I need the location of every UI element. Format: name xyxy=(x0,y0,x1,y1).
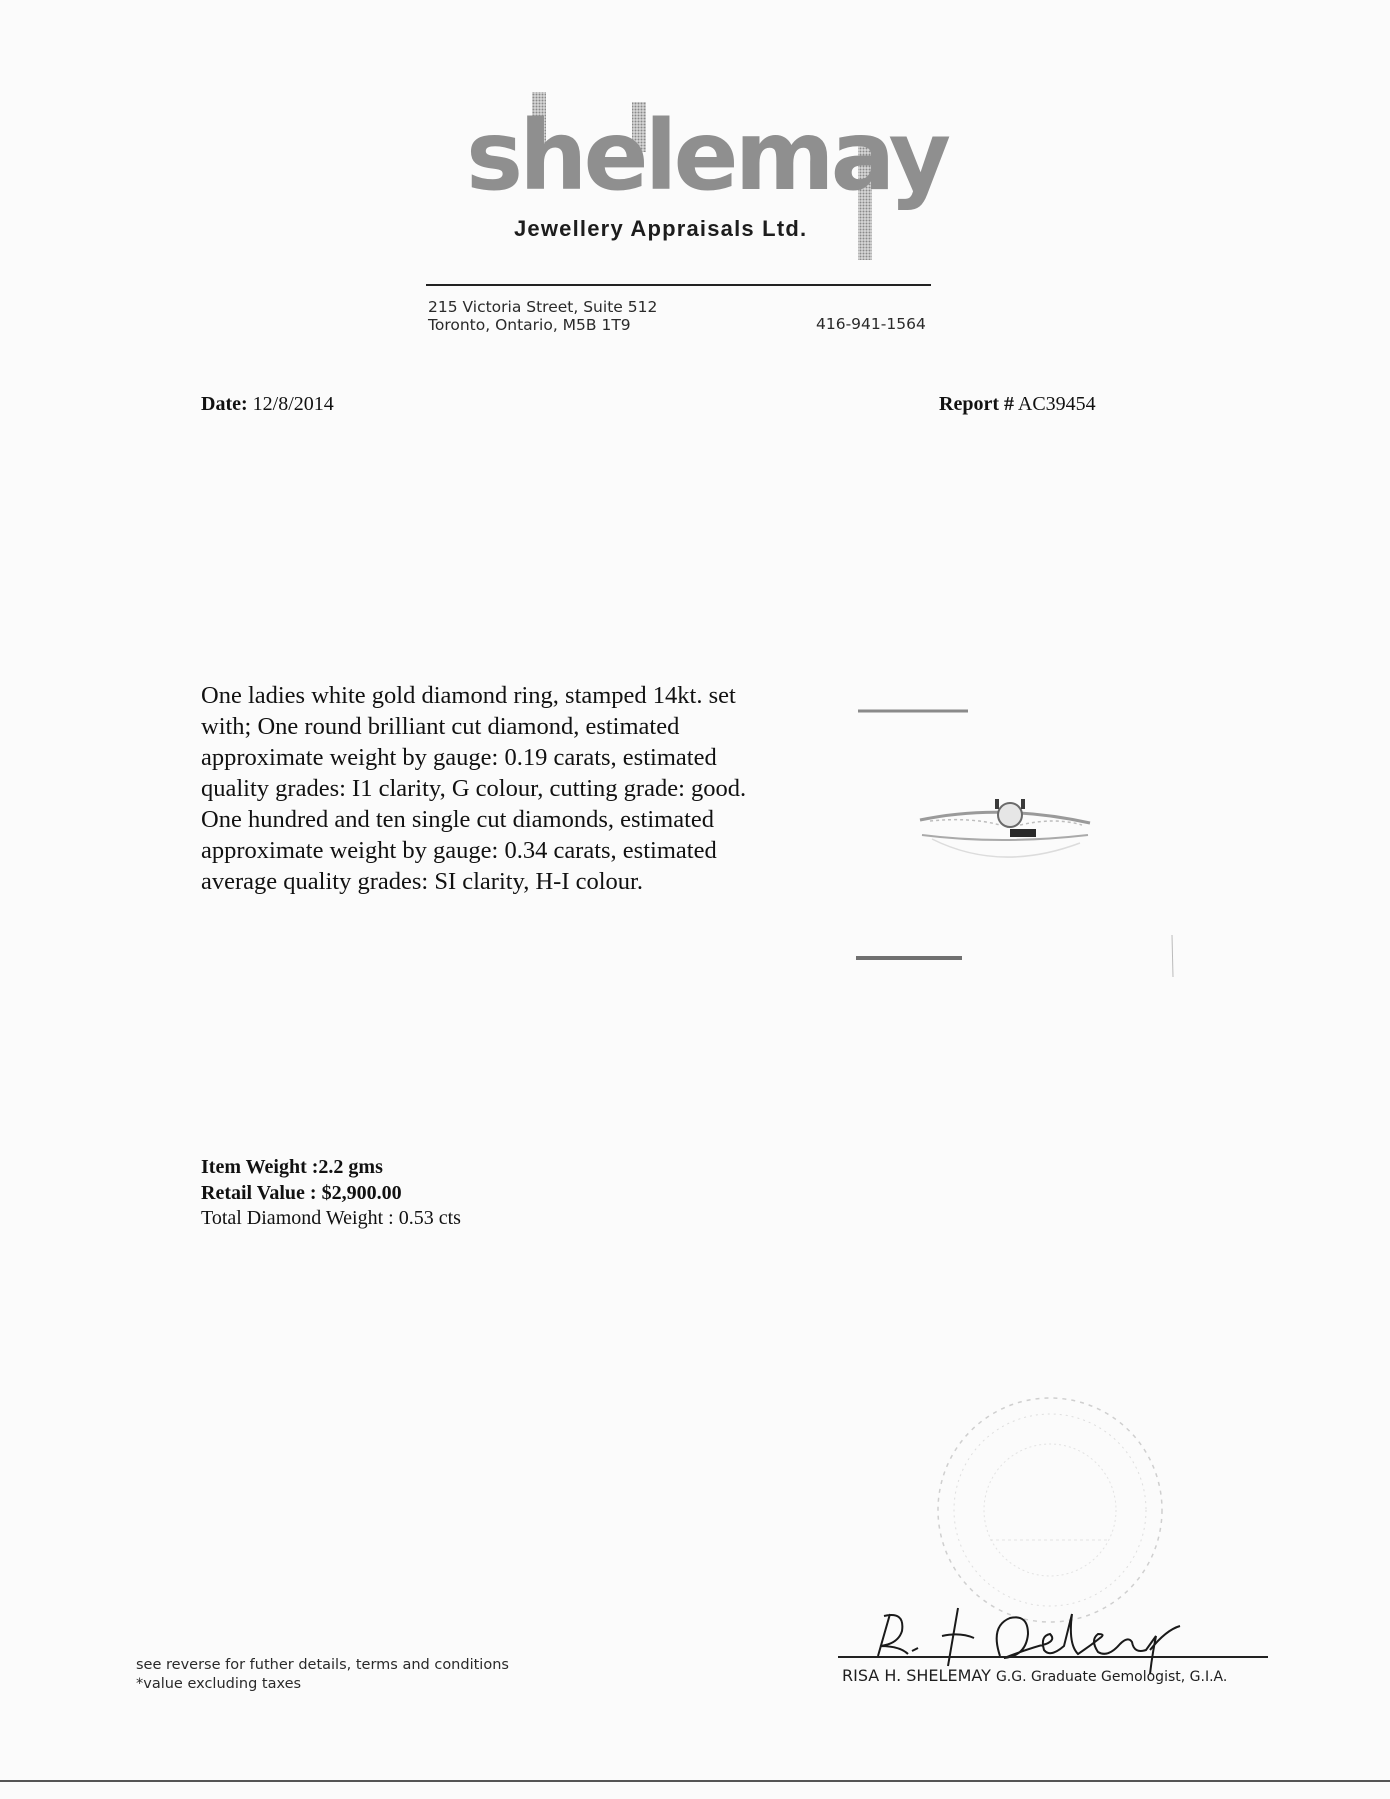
item-description xyxy=(201,680,841,897)
company-subtitle: Jewellery Appraisals Ltd. xyxy=(514,216,808,241)
report-number xyxy=(939,393,1096,416)
description-line: One hundred and ten single cut diamonds, estimated xyxy=(201,806,715,833)
description-line: quality grades: I1 clarity, G colour, cutting grade: good. xyxy=(201,775,747,802)
description-line: approximate weight by gauge: 0.34 carats, estimated xyxy=(201,837,717,864)
description-line: average quality grades: SI clarity, H-I colour. xyxy=(201,868,643,895)
footer-terms-note: see reverse for futher details, terms and conditions xyxy=(136,1657,509,1673)
retail-value-label: Retail Value : xyxy=(201,1181,317,1204)
signatory-name: RISA H. SHELEMAY xyxy=(842,1666,991,1685)
company-phone: 416-941-1564 xyxy=(816,315,926,333)
description-line: approximate weight by gauge: 0.19 carats, estimated xyxy=(201,744,717,771)
description-line: One ladies white gold diamond ring, stamped 14kt. set xyxy=(201,682,736,709)
company-logo-wordmark: shelemay xyxy=(466,100,948,212)
item-weight-value: 2.2 gms xyxy=(318,1156,383,1178)
report-date xyxy=(201,393,334,416)
description-line: with; One round brilliant cut diamond, estimated xyxy=(201,713,680,740)
header-divider xyxy=(426,284,931,286)
report-number-value: AC39454 xyxy=(1017,393,1096,415)
signatory-title: G.G. Graduate Gemologist, G.I.A. xyxy=(995,1669,1228,1685)
retail-value-amount: $2,900.00 xyxy=(321,1181,402,1204)
report-number-label: Report # xyxy=(939,393,1014,415)
date-label: Date: xyxy=(201,393,248,415)
page-bottom-rule xyxy=(0,1780,1390,1782)
address-line-1: 215 Victoria Street, Suite 512 xyxy=(428,298,658,316)
handwritten-signature xyxy=(850,1596,1240,1676)
retail-value xyxy=(201,1181,461,1207)
total-diamond-weight: Total Diamond Weight : 0.53 cts xyxy=(201,1207,461,1229)
signature-line xyxy=(838,1656,1268,1658)
address-line-2: Toronto, Ontario, M5B 1T9 xyxy=(428,316,631,334)
totals-block xyxy=(201,1155,461,1232)
item-weight xyxy=(201,1155,461,1181)
signatory-credentials xyxy=(842,1666,1227,1685)
ring-photo xyxy=(850,695,1180,980)
embossed-seal xyxy=(930,1390,1170,1630)
footer-tax-note: *value excluding taxes xyxy=(136,1676,302,1692)
date-value: 12/8/2014 xyxy=(252,393,334,415)
item-weight-label: Item Weight : xyxy=(201,1156,319,1178)
